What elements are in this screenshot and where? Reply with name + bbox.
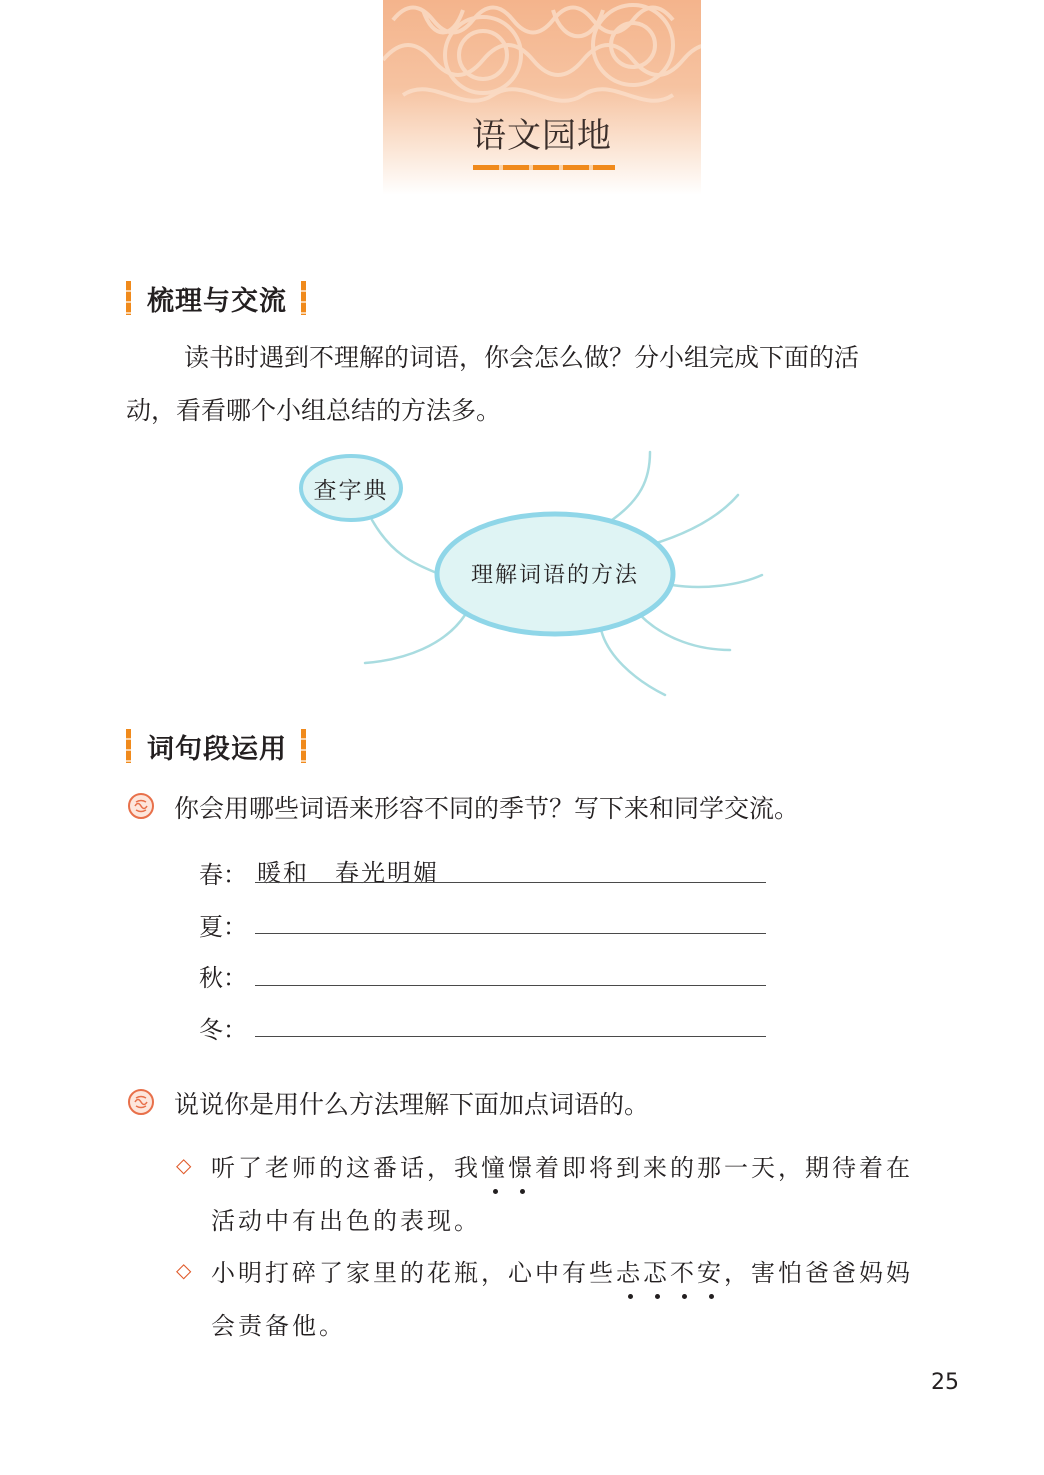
diamond-bullet-icon: ◇ (176, 1153, 192, 1177)
question-2-text: 说说你是用什么方法理解下面加点词语的。 (174, 1090, 650, 1119)
season-line-winter (255, 1036, 766, 1037)
example-2-line2: 会责备他。 (211, 1312, 346, 1340)
page-number: 25 (931, 1370, 959, 1395)
section-heading-text: 词句段运用 (147, 733, 287, 765)
dotted-char (481, 1154, 508, 1182)
branch-line-6 (365, 615, 465, 663)
branch-line-5 (600, 625, 665, 695)
emphasis-dot (682, 1294, 687, 1299)
season-line-spring (255, 882, 766, 883)
emphasis-dot (655, 1294, 660, 1299)
heading-bar-right (301, 281, 306, 315)
example-2-text-b: ，害怕爸爸妈妈 (724, 1259, 913, 1287)
section-heading-sorting (126, 278, 306, 318)
dotted-char (508, 1154, 535, 1182)
example-2-text-a: 小明打碎了家里的花瓶，心中有些 (211, 1259, 616, 1287)
example-1-text-b: 着即将到来的那一天，期待着在 (535, 1154, 913, 1182)
branch-line-1 (612, 452, 650, 520)
node-dictionary: 查字典 (313, 477, 389, 504)
emphasis-dot (709, 1294, 714, 1299)
dotted-char (643, 1259, 670, 1287)
dotted-char-text: 不 (670, 1259, 697, 1287)
section-heading-usage (126, 726, 306, 766)
season-label-winter: 冬： (199, 1016, 247, 1044)
season-line-autumn (255, 985, 766, 986)
intro-paragraph-line1: 读书时遇到不理解的词语，你会怎么做？分小组完成下面的活 (184, 343, 860, 372)
season-label-autumn: 秋： (199, 964, 247, 992)
section-heading-text: 梳理与交流 (147, 285, 287, 317)
season-label-summer: 夏： (199, 913, 247, 941)
dotted-char (670, 1259, 697, 1287)
banner-underline (473, 165, 615, 170)
diamond-bullet-icon: ◇ (176, 1258, 192, 1282)
banner-title: 语文园地 (472, 116, 612, 156)
branch-line-4 (640, 615, 730, 650)
emphasis-dot (493, 1189, 498, 1194)
heading-bar-left (126, 729, 131, 763)
dotted-char-text: 安 (697, 1259, 724, 1287)
dotted-char-text: 忑 (643, 1259, 670, 1287)
season-answer-spring: 暖和 春光明媚 (257, 859, 439, 887)
heading-bar-right (301, 729, 306, 763)
emphasis-dot (520, 1189, 525, 1194)
node-methods: 理解词语的方法 (470, 562, 639, 588)
example-1-text-a: 听了老师的这番话，我 (211, 1154, 481, 1182)
example-1-line1 (211, 1148, 913, 1183)
dotted-char-text: 憬 (508, 1154, 535, 1182)
seal-bullet-icon (127, 1088, 155, 1116)
dotted-char (616, 1259, 643, 1287)
branch-line-3 (672, 575, 762, 587)
question-1-text: 你会用哪些词语来形容不同的季节？写下来和同学交流。 (174, 794, 800, 823)
dotted-char (697, 1259, 724, 1287)
season-label-spring: 春： (199, 861, 247, 889)
dotted-char-text: 忐 (616, 1259, 643, 1287)
example-2-line1 (211, 1253, 913, 1288)
seal-bullet-icon (127, 792, 155, 820)
dotted-char-text: 憧 (481, 1154, 508, 1182)
intro-paragraph-line2: 动，看看哪个小组总结的方法多。 (126, 396, 502, 425)
emphasis-dot (628, 1294, 633, 1299)
example-1-line2: 活动中有出色的表现。 (211, 1207, 481, 1235)
heading-bar-left (126, 281, 131, 315)
season-line-summer (255, 933, 766, 934)
